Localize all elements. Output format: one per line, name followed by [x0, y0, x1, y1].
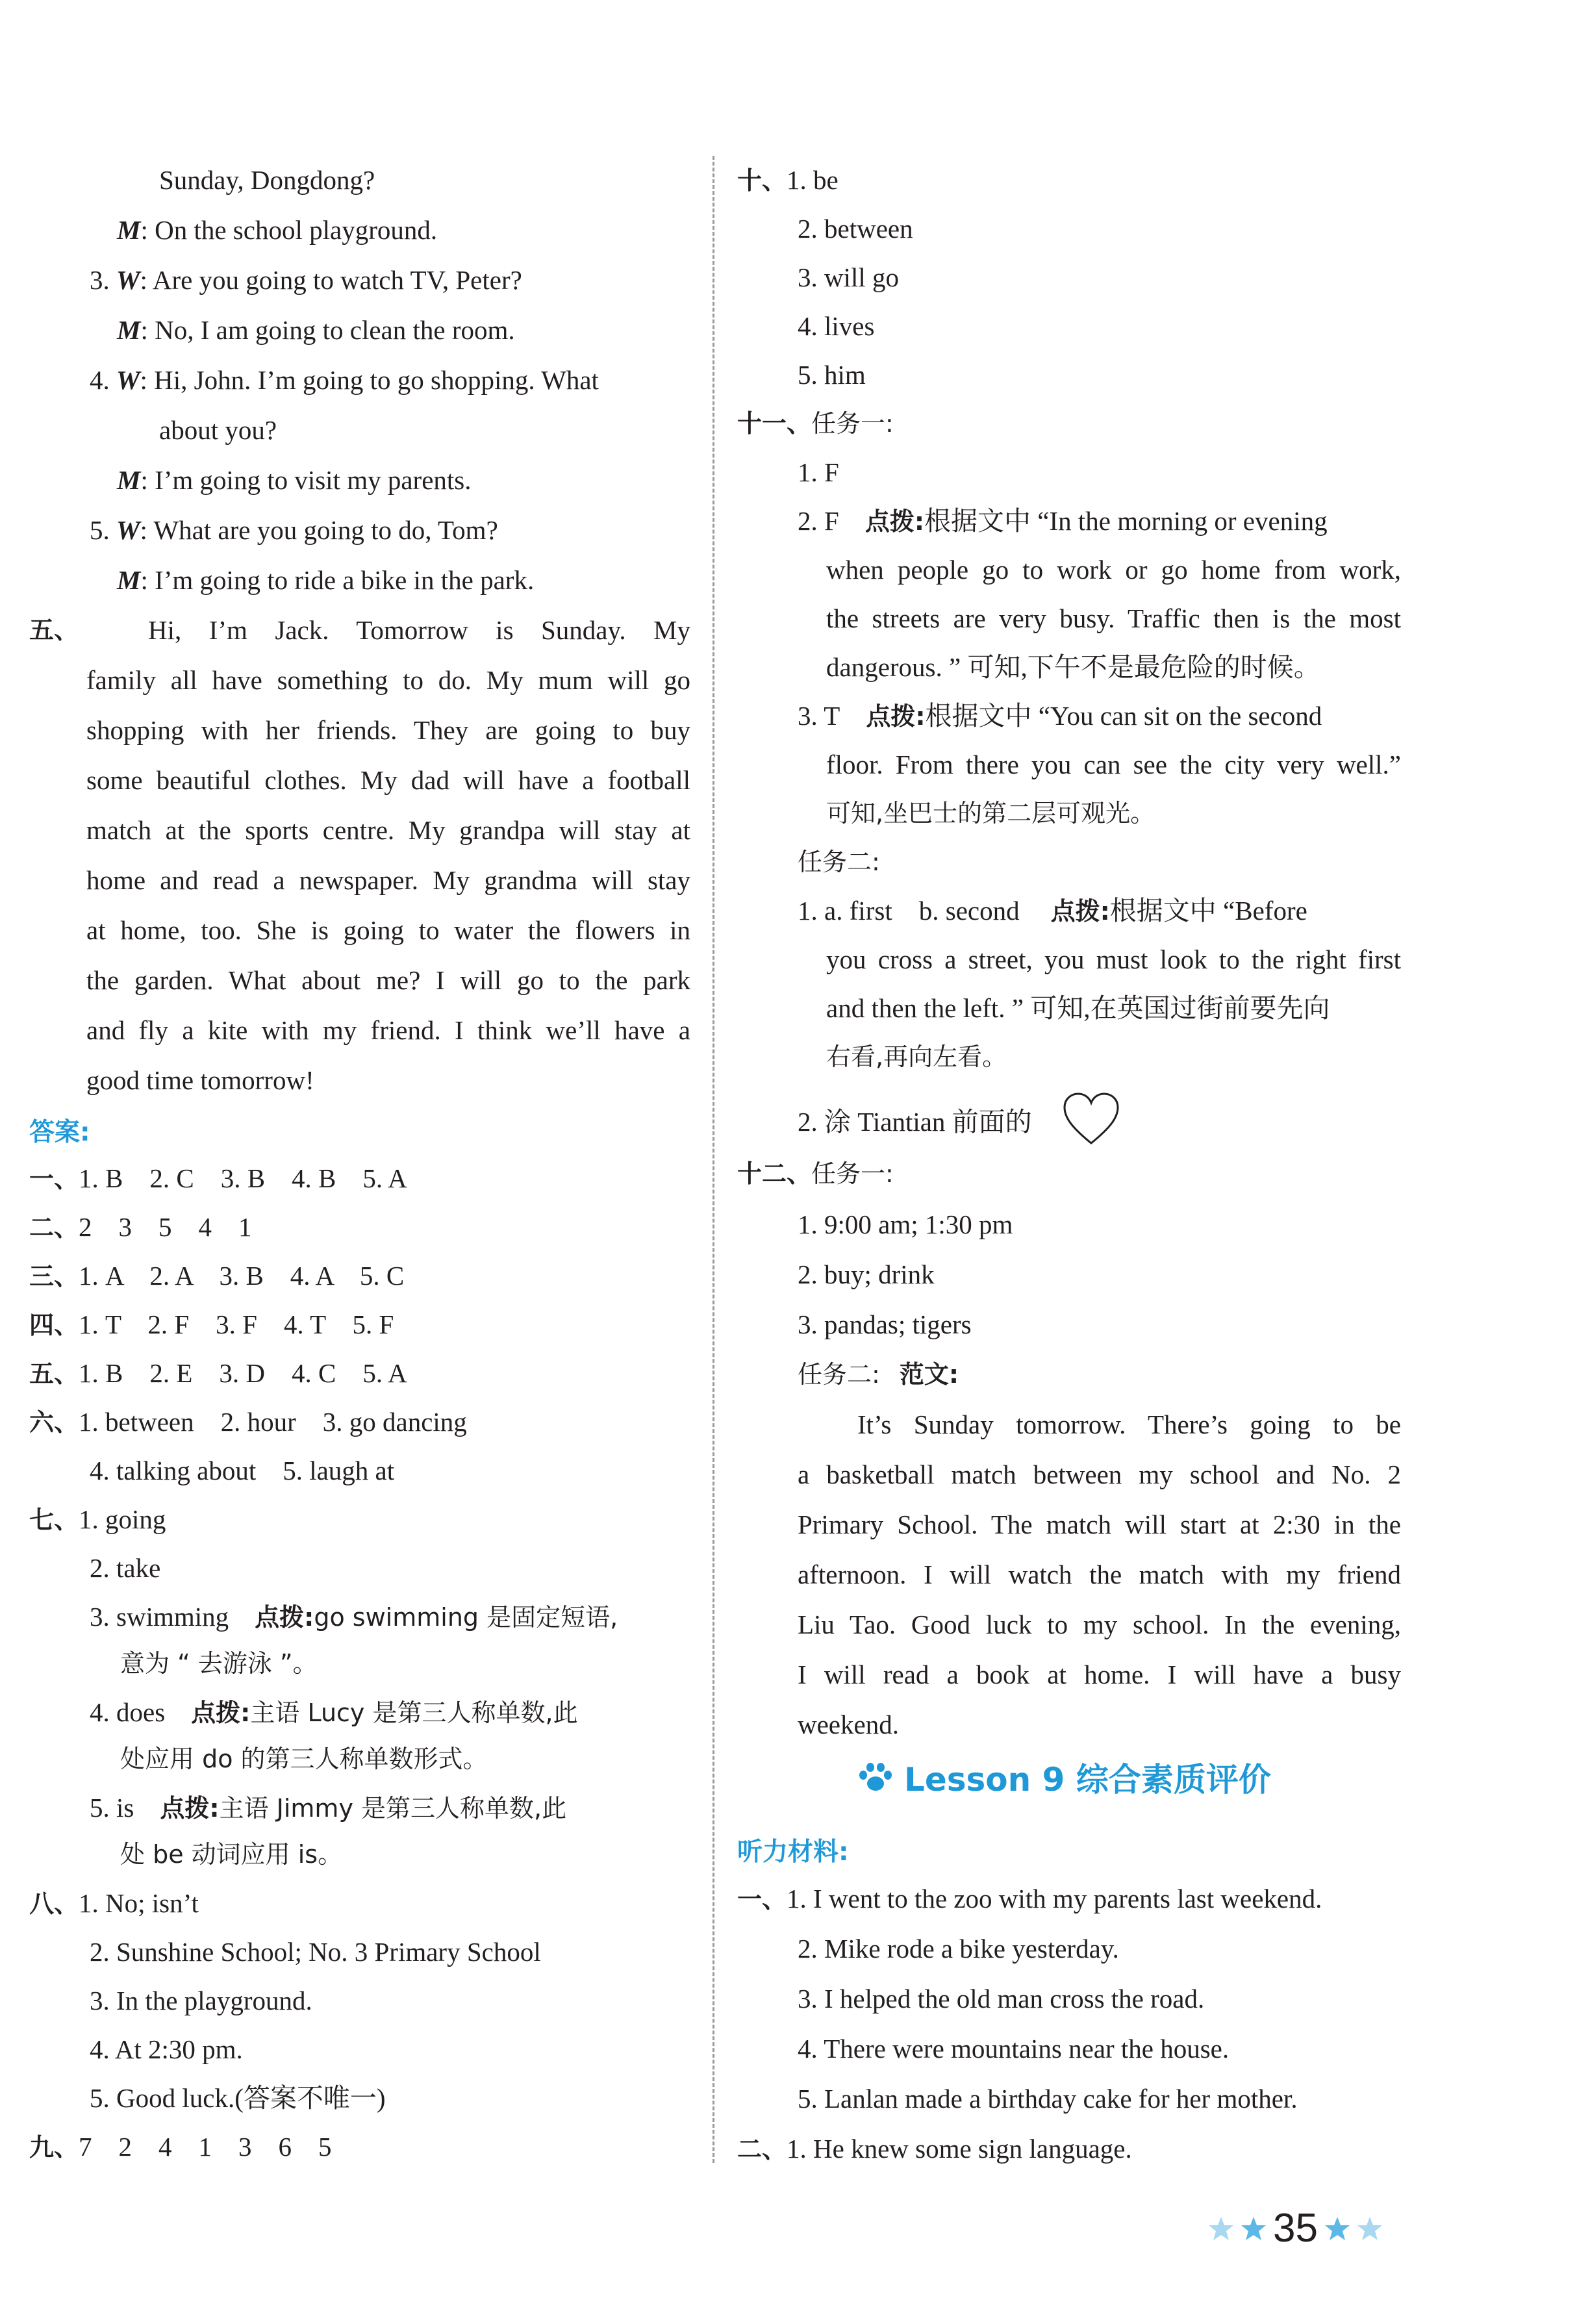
answer-row: 三、1. A 2. A 3. B 4. A 5. C — [29, 1261, 405, 1291]
listening-line: 二、1. He knew some sign language. — [737, 2134, 1132, 2164]
answer-row: 七、1. going — [29, 1504, 166, 1534]
answer-row: 六、1. between 2. hour 3. go dancing — [29, 1407, 467, 1437]
listening-line: 3. I helped the old man cross the road. — [798, 1984, 1205, 2014]
dialogue-line: M: No, I am going to clean the room. — [117, 315, 515, 345]
essay-line: weekend. — [798, 1710, 899, 1739]
answer-row: 3. T 点拨:根据文中 “You can sit on the second — [798, 701, 1322, 731]
listening-line: 5. Lanlan made a birthday cake for her mother. — [798, 2084, 1298, 2114]
paw-icon — [857, 1761, 894, 1793]
answer-row: 5. is 点拨:主语 Jimmy 是第三人称单数,此 — [90, 1793, 567, 1823]
lesson-title: Lesson 9 综合素质评价 — [857, 1754, 1271, 1800]
answer-row: 五、1. B 2. E 3. D 4. C 5. A — [29, 1358, 407, 1388]
answer-row: 一、1. B 2. C 3. B 4. B 5. A — [29, 1163, 407, 1193]
answer-row: 5. him — [798, 360, 866, 390]
answer-row: 3. swimming 点拨:go swimming 是固定短语, — [90, 1602, 618, 1632]
star-icon — [1324, 2216, 1350, 2242]
answer-row: 1. F — [798, 457, 839, 487]
listening-heading: 听力材料: — [737, 1838, 849, 1867]
hint-line: dangerous. ” 可知,下午不是最危险的时候。 — [826, 652, 1320, 682]
hint-line: the streets are very busy. Traffic then is the most — [826, 603, 1401, 633]
answer-row: 2. Sunshine School; No. 3 Primary School — [90, 1937, 541, 1967]
answer-row: 3. will go — [798, 262, 900, 292]
dialogue-line: M: I’m going to ride a bike in the park. — [117, 565, 535, 595]
page-number-value: 35 — [1273, 2206, 1318, 2251]
answer-row: 2. F 点拨:根据文中 “In the morning or evening — [798, 506, 1328, 536]
dialogue-line: M: On the school playground. — [117, 215, 438, 245]
answer-row: 4. does 点拨:主语 Lucy 是第三人称单数,此 — [90, 1697, 578, 1727]
task-label: 任务二: 范文: — [798, 1360, 959, 1389]
answer-row: 1. a. first b. second 点拨:根据文中 “Before — [798, 896, 1307, 926]
answers-heading: 答案: — [29, 1118, 90, 1147]
answer-row: 四、1. T 2. F 3. F 4. T 5. F — [29, 1309, 394, 1339]
heart-icon — [1062, 1091, 1120, 1147]
dialogue-line: about you? — [159, 415, 277, 445]
hint-line: 右看,再向左看。 — [826, 1042, 1007, 1071]
hint-line: 意为 “ 去游泳 ”。 — [120, 1649, 318, 1678]
hint-line: you cross a street, you must look to the right first — [826, 944, 1401, 974]
answer-row: 十一、任务一: — [737, 409, 894, 438]
passage-line: at home, too. She is going to water the flowers in — [86, 915, 690, 945]
answer-row: 1. 9:00 am; 1:30 pm — [798, 1209, 1013, 1239]
answer-row: 十二、任务一: — [737, 1159, 894, 1188]
hint-line: 处 be 动词应用 is。 — [120, 1840, 343, 1869]
essay-line: Liu Tao. Good luck to my school. In the evening, — [798, 1610, 1401, 1639]
answer-row: 3. pandas; tigers — [798, 1309, 972, 1339]
essay-line: It’s Sunday tomorrow. There’s going to be — [857, 1409, 1401, 1439]
hint-line: when people go to work or go home from work, — [826, 555, 1401, 585]
dialogue-line: 3. W: Are you going to watch TV, Peter? — [90, 265, 522, 295]
passage-line: shopping with her friends. They are going to buy — [86, 715, 690, 745]
answer-row: 5. Good luck.(答案不唯一) — [90, 2083, 386, 2113]
passage-line: and fly a kite with my friend. I think we’ll have a — [86, 1015, 690, 1045]
passage-line: good time tomorrow! — [86, 1065, 314, 1095]
answer-row: 十、1. be — [737, 165, 839, 195]
hint-line: and then the left. ” 可知,在英国过街前要先向 — [826, 993, 1330, 1023]
answer-row: 二、2 3 5 4 1 — [29, 1212, 252, 1242]
star-icon — [1241, 2216, 1267, 2242]
answer-row: 2. 涂 Tiantian 前面的 — [798, 1107, 1032, 1137]
passage-line: the garden. What about me? I will go to the park — [86, 965, 690, 995]
dialogue-line: 5. W: What are you going to do, Tom? — [90, 515, 498, 545]
hint-line: 可知,坐巴士的第二层可观光。 — [826, 799, 1155, 827]
star-icon — [1357, 2216, 1383, 2242]
page-number — [1208, 2205, 1383, 2251]
star-icon — [1208, 2216, 1234, 2242]
answer-row: 九、7 2 4 1 3 6 5 — [29, 2132, 332, 2162]
essay-line: I will read a book at home. I will have a busy — [798, 1660, 1401, 1689]
listening-line: 2. Mike rode a bike yesterday. — [798, 1934, 1119, 1964]
hint-line: floor. From there you can see the city very well.” — [826, 750, 1401, 779]
dialogue-line: Sunday, Dongdong? — [159, 165, 375, 195]
answer-row: 4. lives — [798, 311, 875, 341]
passage-line: home and read a newspaper. My grandma will stay — [86, 865, 690, 895]
column-divider — [713, 156, 714, 2163]
task-label: 任务二: — [798, 848, 880, 876]
section-label: 五、 — [29, 616, 79, 644]
essay-line: afternoon. I will watch the match with my friend — [798, 1560, 1401, 1589]
answer-row: 3. In the playground. — [90, 1986, 312, 2015]
passage-line: some beautiful clothes. My dad will have a football — [86, 765, 690, 795]
essay-line: a basketball match between my school and No. 2 — [798, 1459, 1401, 1489]
dialogue-line: M: I’m going to visit my parents. — [117, 465, 472, 495]
answer-row: 4. talking about 5. laugh at — [90, 1456, 395, 1485]
answer-row: 2. buy; drink — [798, 1259, 935, 1289]
passage-line: match at the sports centre. My grandpa will stay at — [86, 815, 690, 845]
listening-line: 一、1. I went to the zoo with my parents last weekend. — [737, 1884, 1322, 1914]
passage-line: Hi, I’m Jack. Tomorrow is Sunday. My — [148, 615, 690, 645]
answer-row: 2. between — [798, 214, 913, 244]
dialogue-line: 4. W: Hi, John. I’m going to go shopping. What — [90, 365, 599, 395]
answer-row: 2. take — [90, 1553, 161, 1583]
essay-line: Primary School. The match will start at 2:30 in the — [798, 1509, 1401, 1539]
listening-line: 4. There were mountains near the house. — [798, 2034, 1230, 2064]
passage-line: family all have something to do. My mum will go — [86, 665, 690, 695]
answer-row: 八、1. No; isn’t — [29, 1888, 199, 1918]
hint-line: 处应用 do 的第三人称单数形式。 — [120, 1745, 488, 1773]
answer-row: 4. At 2:30 pm. — [90, 2034, 243, 2064]
